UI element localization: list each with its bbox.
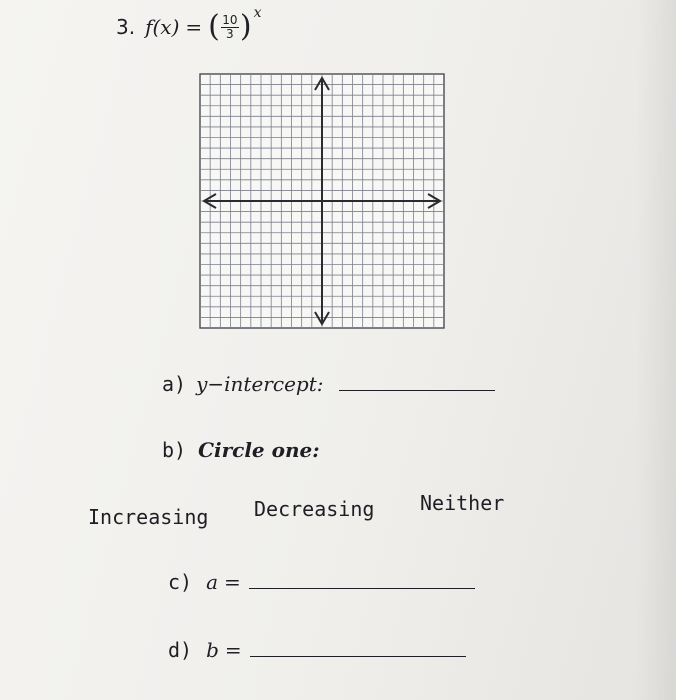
coordinate-grid xyxy=(190,68,454,338)
base-numerator: 10 xyxy=(222,12,238,27)
question-b xyxy=(162,438,320,462)
grid-svg xyxy=(190,68,454,334)
choice-decreasing[interactable]: Decreasing xyxy=(254,497,375,521)
left-paren: ( xyxy=(208,9,220,44)
question-d-label: d) xyxy=(168,638,193,662)
question-c-eq: = xyxy=(224,570,241,594)
choice-neither[interactable]: Neither xyxy=(420,491,505,515)
problem-number: 3. xyxy=(116,15,136,39)
b-value-blank[interactable] xyxy=(250,655,466,657)
base-fraction xyxy=(221,14,239,41)
page-shadow xyxy=(636,0,676,700)
base-denominator: 3 xyxy=(226,26,234,41)
equals-sign: = xyxy=(185,15,203,39)
question-a-text: y−intercept: xyxy=(196,372,324,396)
function-name: f(x) xyxy=(145,15,180,39)
question-c-label: c) xyxy=(168,570,193,594)
exponent: x xyxy=(253,5,262,21)
question-d-var: b xyxy=(206,638,219,662)
question-c-var: a xyxy=(206,570,219,594)
question-d-eq: = xyxy=(224,638,242,662)
question-b-label: b) xyxy=(162,438,187,462)
choice-increasing[interactable]: Increasing xyxy=(88,505,209,529)
problem-heading xyxy=(116,5,262,44)
y-intercept-blank[interactable] xyxy=(339,389,495,391)
question-d xyxy=(168,638,466,662)
right-paren: ) xyxy=(239,9,252,44)
a-value-blank[interactable] xyxy=(249,587,475,589)
question-b-text: Circle one: xyxy=(198,438,320,462)
question-a-label: a) xyxy=(162,372,187,396)
question-c xyxy=(168,570,475,594)
question-a xyxy=(162,372,495,396)
